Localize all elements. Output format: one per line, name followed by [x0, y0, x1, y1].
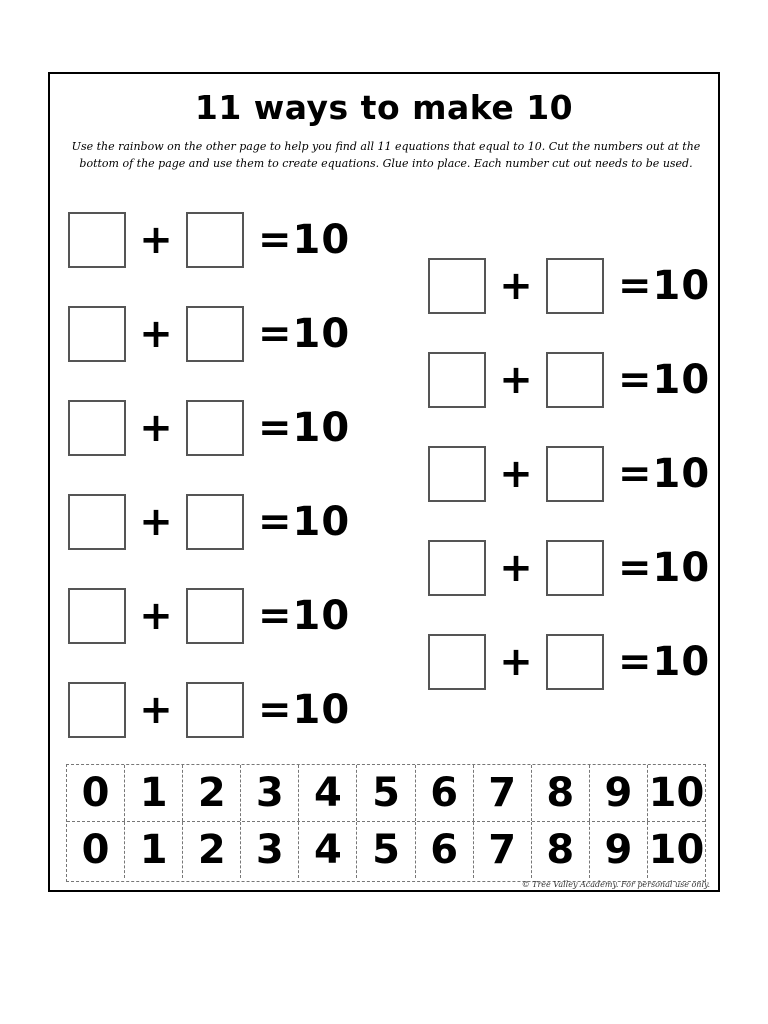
plus-sign: + — [499, 263, 533, 309]
plus-sign: + — [139, 593, 173, 639]
plus-sign: + — [499, 639, 533, 685]
answer-box[interactable] — [186, 494, 244, 550]
copyright-notice: © Tree Valley Academy. For personal use only. — [521, 880, 710, 889]
cutout-number[interactable]: 8 — [532, 765, 590, 821]
cutout-row — [67, 765, 705, 822]
cutout-number[interactable]: 10 — [648, 827, 705, 873]
cutout-number[interactable]: 5 — [357, 822, 415, 878]
cutout-number[interactable]: 1 — [125, 765, 183, 821]
equals-ten: =10 — [258, 311, 351, 357]
plus-sign: + — [139, 311, 173, 357]
cutout-number-strips — [66, 764, 706, 882]
answer-box[interactable] — [428, 352, 486, 408]
worksheet-instructions: Use the rainbow on the other page to help you find all 11 equations that equal to 10. Cut the numbers out at the bottom of the page and use them to create equations. Glue into place. Each number cut out needs to be used. — [71, 140, 701, 170]
equation-row — [428, 538, 710, 598]
equation-row — [68, 680, 350, 740]
cutout-number[interactable]: 7 — [474, 822, 532, 878]
cutout-number[interactable]: 5 — [357, 765, 415, 821]
cutout-number[interactable]: 3 — [241, 765, 299, 821]
cutout-number[interactable]: 10 — [648, 770, 705, 816]
cutout-number[interactable]: 9 — [590, 822, 648, 878]
cutout-row — [67, 822, 705, 878]
equals-ten: =10 — [258, 217, 351, 263]
worksheet-page — [48, 72, 720, 892]
answer-box[interactable] — [68, 682, 126, 738]
cutout-number[interactable]: 6 — [416, 822, 474, 878]
plus-sign: + — [139, 405, 173, 451]
cutout-number[interactable]: 2 — [183, 765, 241, 821]
answer-box[interactable] — [68, 588, 126, 644]
equals-ten: =10 — [258, 593, 351, 639]
cutout-number[interactable]: 4 — [299, 765, 357, 821]
answer-box[interactable] — [68, 212, 126, 268]
equals-ten: =10 — [618, 263, 711, 309]
cutout-number[interactable]: 0 — [67, 822, 125, 878]
answer-box[interactable] — [68, 494, 126, 550]
answer-box[interactable] — [68, 400, 126, 456]
answer-box[interactable] — [546, 258, 604, 314]
answer-box[interactable] — [428, 540, 486, 596]
cutout-number[interactable]: 8 — [532, 822, 590, 878]
answer-box[interactable] — [186, 400, 244, 456]
cutout-number[interactable]: 4 — [299, 822, 357, 878]
equation-row — [68, 304, 350, 364]
answer-box[interactable] — [428, 446, 486, 502]
answer-box[interactable] — [186, 212, 244, 268]
answer-box[interactable] — [546, 540, 604, 596]
cutout-number[interactable]: 2 — [183, 822, 241, 878]
answer-box[interactable] — [546, 446, 604, 502]
equation-row — [68, 492, 350, 552]
equals-ten: =10 — [258, 405, 351, 451]
cutout-number[interactable]: 1 — [125, 822, 183, 878]
cutout-number[interactable]: 9 — [590, 765, 648, 821]
cutout-number[interactable]: 0 — [67, 765, 125, 821]
equation-row — [428, 632, 710, 692]
equation-row — [68, 398, 350, 458]
answer-box[interactable] — [546, 352, 604, 408]
answer-box[interactable] — [428, 634, 486, 690]
worksheet-title: 11 ways to make 10 — [194, 88, 574, 127]
plus-sign: + — [139, 217, 173, 263]
equals-ten: =10 — [618, 639, 711, 685]
equation-row — [428, 256, 710, 316]
answer-box[interactable] — [186, 306, 244, 362]
cutout-number[interactable]: 6 — [416, 765, 474, 821]
answer-box[interactable] — [68, 306, 126, 362]
equation-row — [428, 350, 710, 410]
answer-box[interactable] — [186, 682, 244, 738]
equals-ten: =10 — [618, 451, 711, 497]
answer-box[interactable] — [186, 588, 244, 644]
equals-ten: =10 — [618, 545, 711, 591]
equation-row — [428, 444, 710, 504]
cutout-number[interactable]: 3 — [241, 822, 299, 878]
equals-ten: =10 — [258, 687, 351, 733]
equals-ten: =10 — [258, 499, 351, 545]
answer-box[interactable] — [428, 258, 486, 314]
equation-row — [68, 586, 350, 646]
equation-row — [68, 210, 350, 270]
cutout-number[interactable]: 7 — [474, 765, 532, 821]
plus-sign: + — [499, 545, 533, 591]
plus-sign: + — [499, 357, 533, 403]
equals-ten: =10 — [618, 357, 711, 403]
answer-box[interactable] — [546, 634, 604, 690]
plus-sign: + — [139, 687, 173, 733]
plus-sign: + — [139, 499, 173, 545]
plus-sign: + — [499, 451, 533, 497]
